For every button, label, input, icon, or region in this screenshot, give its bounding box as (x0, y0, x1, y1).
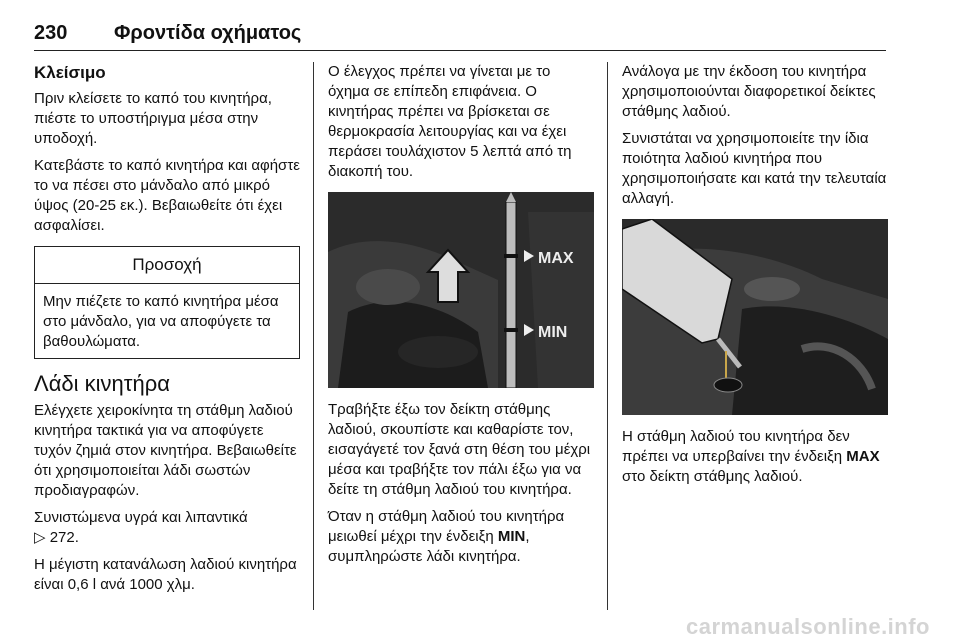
warning-text: Μην πιέζετε το καπό κινητήρα μέσα στο μάνδαλο, για να αποφύγετε τα βαθουλώματα. (43, 293, 279, 350)
page-number: 230 (34, 22, 68, 44)
paragraph: Ανάλογα με την έκδοση του κινητήρα χρησιμοποιούνται διαφορετικοί δείκτες στάθμης λαδιού. (622, 63, 876, 120)
closing-heading: Κλείσιμο (34, 63, 106, 82)
text-span: Όταν η στάθμη λαδιού του κινητήρα μειωθεί μέχρι την ένδειξη (328, 508, 565, 545)
max-label: MAX (538, 250, 574, 267)
oil-heading: Λάδι κινητήρα (34, 371, 170, 396)
oil-cap-icon (744, 277, 800, 301)
warning-title: Προσοχή (35, 247, 299, 284)
warning-box (34, 246, 300, 359)
column-right (622, 62, 888, 494)
paragraph: Πριν κλείσετε το καπό του κινητήρα, πιέστε το υποστήριγμα μέσα στην υποδοχή. (34, 90, 272, 147)
reference-text: Συνιστώμενα υγρά και λιπαντικά (34, 509, 248, 526)
max-bold: MAX (846, 448, 880, 465)
text-span: , συμπληρώστε λάδι κινητήρα. (328, 528, 530, 565)
text-span: Η στάθμη λαδιού του κινητήρα δεν πρέπει να υπερβαίνει την ένδειξη (622, 428, 850, 465)
dipstick-icon (506, 202, 516, 388)
oil-filling-figure (622, 219, 888, 415)
paragraph (34, 508, 300, 548)
column-middle (328, 62, 594, 574)
min-label: MIN (538, 324, 568, 341)
paragraph (328, 507, 594, 567)
column-divider (313, 62, 314, 610)
paragraph: Συνιστάται να χρησιμοποιείτε την ίδια ποιότητα λαδιού κινητήρα που χρησιμοποιήσατε και κατά την τελευταία αλλαγή. (622, 130, 887, 207)
dipstick-figure (328, 192, 594, 388)
column-left (34, 62, 300, 602)
text-span: στο δείκτη στάθμης λαδιού. (622, 468, 803, 485)
min-bold: MIN (497, 528, 526, 545)
paragraph: Η μέγιστη κατανάλωση λαδιού κινητήρα είναι 0,6 l ανά 1000 χλμ. (34, 556, 297, 593)
column-divider (607, 62, 608, 610)
paragraph: Ελέγχετε χειροκίνητα τη στάθμη λαδιού κινητήρα τακτικά για να αποφύγετε τυχόν ζημιά στον κινητήρα. Βεβαιωθείτε ότι χρησιμοποιείται λάδι σωστών προδιαγραφών. (34, 402, 297, 499)
page-header (34, 22, 886, 51)
watermark: carmanualsonline.info (686, 614, 930, 639)
paragraph: Κατεβάστε το καπό κινητήρα και αφήστε το να πέσει στο μάνδαλο από μικρό ύψος (20-25 εκ.). Βεβαιωθείτε ότι έχει ασφαλίσει. (34, 157, 300, 234)
paragraph: Τραβήξτε έξω τον δείκτη στάθμης λαδιού, σκουπίστε και καθαρίστε τον, εισαγάγετέ τον ξανά στη θέση του μέχρι μέσα και τραβήξτε τον πάλι έξω για να δείτε τη στάθμη λαδιού του κινητήρα. (328, 401, 591, 498)
running-title: Φροντίδα οχήματος (114, 22, 302, 44)
page-ref-icon[interactable]: ▷ (34, 529, 46, 546)
paragraph: Ο έλεγχος πρέπει να γίνεται με το όχημα σε επίπεδη επιφάνεια. Ο κινητήρας πρέπει να βρίσκεται σε θερμοκρασία λειτουργίας και να έχει περάσει τουλάχιστον 5 λεπτά από τη διακοπή του. (328, 63, 572, 180)
page-ref-link[interactable]: 272. (49, 529, 79, 546)
paragraph (622, 427, 888, 487)
